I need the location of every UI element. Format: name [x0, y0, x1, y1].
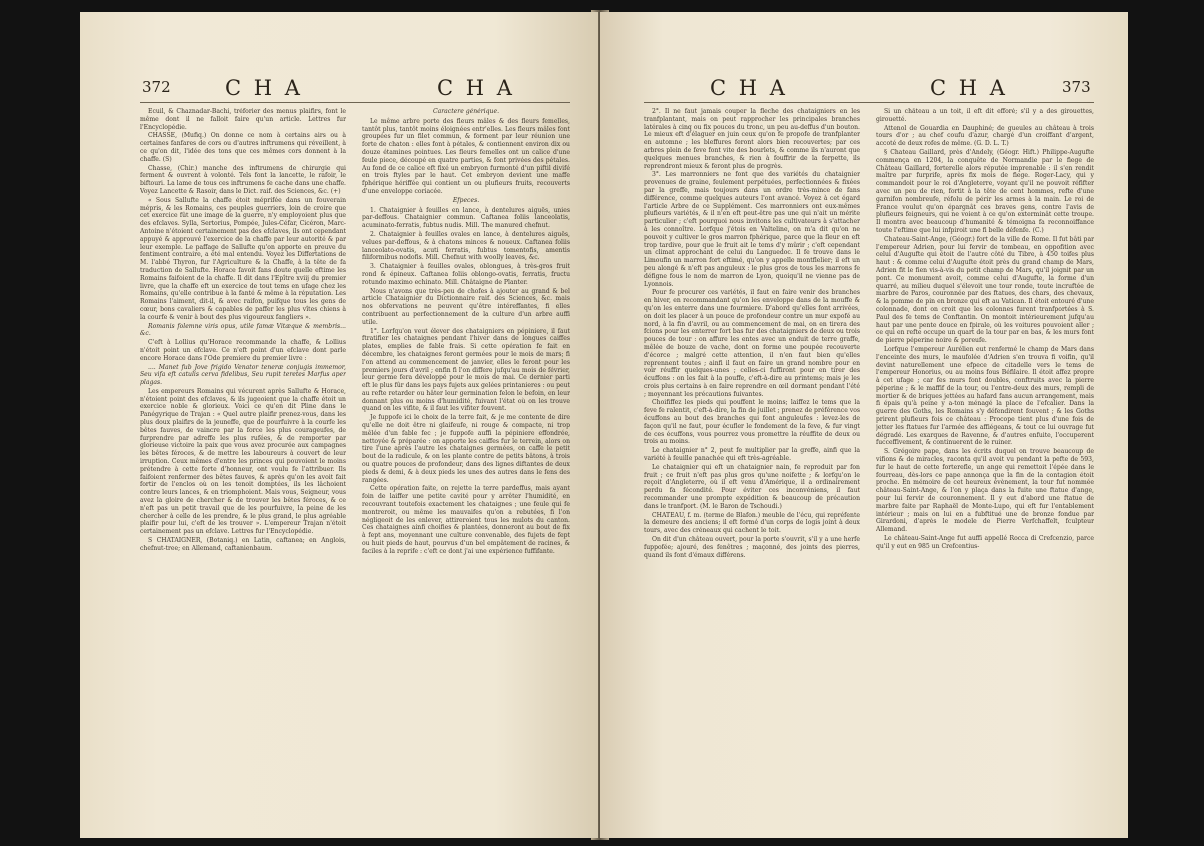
running-head-right-2: C H A — [930, 76, 1008, 100]
paragraph: Attenol de Gouardia en Dauphiné; de gueules au château à trois tours d'or ; au chef coufu d'azur, chargé d'un croiffant d'argent, accoté de deux rofes de même. (G. D. L. T.) — [876, 124, 1094, 148]
paragraph: On dit d'un château ouvert, pour la porte s'ouvrit, s'il y a une herfe fuppofée; ajouré, des fenêtres ; maçonné, des joints des pierres, quand ils font d'émaux différens. — [644, 536, 860, 559]
paragraph: Chasse, (Chir.) manche des inftrumens de chirurgie qui ferment & ouvrent à volonté. Tels font la lancette, le rafoir, le biftouri. La lame de tous ces inftrumens fe cache dans une chaffe. Voyez Lancette & Rasoir, dans le Dict. raif. des Sciences, &c. (+) — [140, 164, 346, 195]
paragraph: Lorfque l'empereur Aurélien eut renfermé le champ de Mars dans l'enceinte des murs, le maufolée d'Adrien s'en trouva fi voifin, qu'il devint naturellement une efpece de citadelle vers le tems de l'empereur Honorius, ou au moins fous Béfilaire. Il étoit affez propre à cet ufage ; car fes murs font doubles, conftruits avec la pierre péperine ; & le maffif de la tour, ou l'entre-deux des murs, rempli de mortier & de briques jettées au hafard fans aucun arrangement, mais fi épais qu'à peine y a-ton ménagé la place de l'efcalier. Dans la guerre des Goths, les Romains s'y défendirent fouvent ; & les Goths prirent plufieurs fois ce château : Procope tient plus d'une fois de jetter les ftatues fur l'armée des affiégeans, & tout ce lui ouvrage fut dégradé. Les exarques de Ravenne, & d'autres enfuite, l'occuperent fucceffivement, & continuerent de le ruiner. — [876, 345, 1094, 447]
paragraph: Choififfez les pieds qui pouffent le moins; laiffez le tems que la feve fe ralentit, c'eft-à-dire, la fin de juillet ; prenez de préférence vos écuffons au bout des branches qui font anguleufes : levez-les de façon qu'il ne faut, pour écufler le fondement de la feve, & fur vingt de ces écuffons, vous pourrez vous promettre la réuffite de deux ou trois au moins. — [644, 399, 860, 446]
running-head-right-1: C H A — [710, 76, 788, 100]
header-rule-left — [140, 102, 570, 103]
paragraph: C'eft à Lollius qu'Horace recommande la chaffe, & Lollius n'étoit point un efclave. Ce n'eft point d'un efclave dont parle encore Horace dans l'Ode premiere du premier livre : — [140, 339, 346, 362]
paragraph: S. Grégoire pape, dans les écrits duquel on trouve beaucoup de vifions & de miracles, raconta qu'il avoit vu pendant la pefte de 593, fur le haut de cette forterefle, un ange qui remettoit l'épée dans le fourreau, dès-lors ce pape annonça que la fin de la contagion étoit proche. En mémoire de cet heureux évènement, la tour fut nommée château-Saint-Ange, & l'on y plaça dans la fuite une ftatue d'ange, pour lui fervir de couronnement. Il y eut d'abord une ftatue de marbre faite par Raphaël de Monte-Lupo, qui eft fur l'entablement intérieur ; mais on lui en a fubftitué une de bronze fondue par Girardoni, d'après le modele de Pierre Verfchaffelt, fculpteur Allemand. — [876, 448, 1094, 534]
running-head-left-2: C H A — [437, 76, 515, 100]
paragraph: CHATEAU, f. m. (terme de Blafon.) meuble de l'écu, qui repréfente la demeure des anciens; il eft formé d'un corps de logis joint à deux tours, avec des créneaux qui cachent le toit. — [644, 511, 860, 535]
paragraph: 3. Chataignier à feuilles ovales, oblongues, à très-gros fruit rond & épineux. Caftanea foliis oblongo-ovatis, ferratis, fructu rotundo maximo echinato. Mill. Châtaigne de Planter. — [362, 263, 570, 286]
section-heading: Efpeces. — [452, 196, 480, 204]
left-page-column-2 — [362, 108, 570, 838]
paragraph: 1°. Lorfqu'on veut élever des chataigniers en pépiniere, il faut ftratifier les chataignes pendant l'hiver dans de longues caiffes plates, emplies de fable frais. Si cette opération fe fait en décembre, les chataignes feront germées pour le mois de mars; fi l'on attend au commencement de janvier, elles le feront pour les premiers jours d'avril ; enfin fi l'on differe jufqu'au mois de février, leur germe fera développé pour le mois de mai. Ce dernier parti eft le plus fûr dans les pays fujets aux gelées printanieres : ou peut au refte retarder ou hâter leur germination felon le befoin, en leur donnant plus ou moins d'humidité, fuivant l'état où on les trouve quand on les vifite, & il faut les vifiter fouvent. — [362, 327, 570, 413]
paragraph: § Chateau Gaillard, près d'Andely, (Géogr. Hift.) Philippe-Augufte commença en 1204, la conquête de Normandie par le fiege de Château Gaillard, forterelle alors réputée imprenable : il s'en rendit maître par furprife, après fix mois de fiege. Roger-Lacy, qui y commandoit pour le roi d'Angleterre, voyant qu'il ne pouvoit réfifter avec un peu de rien, fortit à la tête de cent hommes, refte d'une garnifon nombreufe, réfolu de périr les armes à la main. Le roi de France voulut qu'on épargnât ces braves gens, contre l'avis de plufieurs feigneurs, qui ne voient à ce qu'on exterminât cette troupe. Il montra avec beaucoup d'humanité & témoigna fa reconnoiffance toute l'eftime que lui infpiroit une fi belle défenfe. (C.) — [876, 148, 1094, 234]
paragraph: Chateau-Saint-Ange, (Géogr.) fort de la ville de Rome. Il fut bâti par l'empereur Adrien, pour lui fervir de tombeau, en oppofition avec celui d'Augufte qui étoit de l'autre côté du Tibre, à 450 toifes plus haut : & comme celui d'Augufte étoit près du grand champ de Mars, Adrien fit le fien vis-à-vis du petit champ de Mars, qu'il joignit par un pont. Ce monument avoit, comme celui d'Augufte, la forme d'un quarré, au milieu duquel s'élevoit une tour ronde, toute incruftée de marbre de Paros, couronnée par des ftatues, des chars, des chevaux, & la pomme de pin en bronze qui eft au Vatican. Il étoit entouré d'une colonnade, dont on croit que les colonnes furent tranfportées à S. Paul des fe tems de Conftantin. On montoit intérieurement jufqu'au haut par une pente douce en fpirale, où les voitures pouvoient aller ; ce qui en refte occupe un quart de la tour par en bas, & les murs font de pierre péperine noire & poreufe. — [876, 235, 1094, 345]
header-rule-right — [644, 102, 1094, 103]
paragraph: Le chataignier n° 2, peut fe multiplier par la greffe, ainfi que la variété à feuille panachée qui eft très-agréable. — [644, 447, 860, 463]
right-page-column-1 — [644, 108, 860, 838]
paragraph: 3°. Les marronniers ne font que des variétés du chataignier provenues de graine, feulement perpétuées, perfectionnées & fixées par la greffe, mais toujours dans un ordre très-mince de fans différence, comme quelques auteurs l'ont avancé. Voyez à cet égard l'article Arbre de ce Supplément. Ces marronniers ont eux-mêmes plufieurs variétés, & il n'en eft peut-être pas une qui n'ait un mérite particulier ; c'eft pourquoi nous invitons les cultivateurs à s'attacher à les connoître. Lorfque j'étois en Valteline, on m'a dit qu'on ne pouvoit y cultiver le gros marron fphérique, parce que la fleur en eft trop tardive, pour que le fruit ait le tems d'y mûrir ; c'eft cependant un climat approchant de celui du Languedoc. Il fe trouve dans le Limoufin un marron fort eftimé, qu'on y appelle montflelier; il eft un peu alongé & n'eft pas anguleux : le plus gros de tous les marrons fe défigne fous le nom de marron de Lyon, quoiqu'il ne vienne pas de Lyonnois. — [644, 171, 860, 288]
paragraph: Le château-Saint-Ange fut auffi appellé Rocca di Crefcenzio, parce qu'il y eut en 985 un Crefcentius- — [876, 535, 1094, 550]
paragraph: Le chataignier qui eft un chataignier nain, fe reproduit par fon fruit ; ce fruit n'eft pas plus gros qu'une noifette ; & lorfqu'on le reçoit d'Angleterre, où il eft venu d'Amérique, il a ordinairement perdu fa fécondité. Pour éviter ces inconvéniens, il faut recommander une prompte expédition & beaucoup de précaution dans le tranfport. (M. le Baron de Tschoudi.) — [644, 463, 860, 510]
paragraph: Je fuppofe ici le choix de la terre fait, & je me contente de dire qu'elle ne doit être ni glaifeufe, ni rouge & compacte, ni trop mêlée d'un fable fec ; je fuppofe auffi la pépiniere effondrée, nettoyée & préparée : on apporte les caiffes fur le terrein, alors on tire l'une après l'autre les chataignes germées, on caffe le petit bout de la radicule, & on les plante contre de petits bâtons, à trois ou quatre pouces de profondeur, dans des lignes diftantes de deux pieds & demi, & à deux pieds les unes des autres dans le fens des rangées. — [362, 414, 570, 484]
right-page-column-2 — [876, 108, 1094, 838]
paragraph: Pour fe procurer ces variétés, il faut en faire venir des branches en hiver, en recommandant qu'on les enveloppe dans de la mouffe & qu'on les enterre dans une fourmiere. D'abord qu'elles font arrivées, on doit les placer à un pouce de profondeur contre un mur expofé au nord, à la fin d'avril, ou au commencement de mai, on en tirera des fcions pour les enterrer fort bas fur des chataigniers de deux ou trois pouces de tour : on affure les entes avec un enduit de terre graffe, mêlée de bouze de vache, dont on forme une poupée recouverte d'écorce ; malgré cette attention, il n'en faut bien qu'elles reprennent toutes ; ainfi il faut en faire un grand nombre pour en voir réuffir quelques-unes ; celles-ci fuffiront pour en tirer des écuffons : on les fait à la pouffe, c'eft-à-dire au printems; mais je les crois plus certains à en faire reprendre en œil dormant pendant l'été ; moyennant les précautions fuivantes. — [644, 289, 860, 398]
paragraph: Le même arbre porte des fleurs mâles & des fleurs femelles, tantôt plus, tantôt moins éloignées entr'elles. Les fleurs mâles font groupées fur un filet commun, & forment par leur réunion une forte de chaton : elles font à pétales, & contiennent environ dix ou douze étamines pointues. Les fleurs femelles ont un calice d'une feule piece, découpé en quatre parties, & font privées des pétales. Au fond de ce calice eft fixé un embryon furmonté d'un piftil divifé en trois ftyles par le haut. Cet embryon devient une maffe fphérique hériffée qui contient un ou plufieurs fruits, recouverts d'une enveloppe coriacée. — [362, 117, 570, 195]
page-number-right: 373 — [1062, 78, 1091, 96]
paragraph: Cette opération faite, on rejette la terre pardeffus, mais ayant foin de laiffer une petite cavité pour y arrêter l'humidité, en recouvrant toutefois exactement les chataignes ; une feule qui fe montreroit, ou même les mauvaifes qu'on a rebutées, fi l'on négligeoit de les enlever, attireroient tous les mulots du canton. Ces chataignes ainfi choifies & plantées, donneront au bout de fix à fept ans, moyennant une culture convenable, des fujets de fept ou huit pieds de haut, pourvus d'un bel empâtement de racines, & faciles à la reprife : c'eft ce dont j'ai une expérience fuffifante. — [362, 485, 570, 555]
paragraph: Ecuil, & Chaznadar-Bachi, tréforier des menus plaifirs, font le même dont il ne falloit faire qu'un article. Lettres fur l'Encyclopédie. — [140, 108, 346, 131]
verse-quote: Romanis folemne viris opus, utile famæ Vitæque & membris... &c. — [140, 322, 346, 338]
paragraph: Si un château a un toit, il eft dit efforé; s'il y a des girouettes, girouetté. — [876, 108, 1094, 123]
paragraph: Les empereurs Romains qui vécurent après Sallufte & Horace, n'étoient point des efclaves, & ils jugeoient que la chaffe étoit un exercice noble & glorieux. Voici ce qu'en dit Pline dans le Panégyrique de Trajan : « Quel autre plaifir prenez-vous, dans les plus doux plaifirs de la jeuneffe, que de pourfuivre à la courfe les bêtes fauves, de vaincre par la force les plus courageufes, de furprendre par adreffe les plus rufées, & de remporter par glorieuse victoire la paix que vous avez procurée aux campagnes les bêtes féroces, & de mettre les laboureurs à couvert de leur irruption. Ceux mêmes d'entre les princes qui pouvoient le moins prétendre à cette forte d'honneur, ont voulu fe l'attribuer. Ils faifoient renfermer des bêtes fauves, & après qu'on les avoit fait fortir de l'enclos où on les tenoit domptées, ils les lâchoient contre leurs lances, & en triomphoient. Mais vous, Seigneur, vous avez la gloire de chercher & de trouver les bêtes féroces, & ce n'eft pas un petit travail que de les pourfuivre, la peine de les chercher à celle de les prendre, & le plus grand, le plus agréable plaifir pour lui, c'eft de les trouver ». L'empereur Trajan n'étoit certainement pas un efclave. Lettres fur l'Encyclopédie. — [140, 387, 346, 536]
right-page — [600, 12, 1128, 838]
paragraph: 2°. Il ne faut jamais couper la fleche des chataigniers en les tranfplantant, mais on peut rapprocher les principales branches latérales à cinq ou fix pouces du tronc, un peu au-deffus d'un bouton. Le mieux eft d'élaguer en juin ceux qu'on fe propofe de tranfplanter en automne ; les bleffures feront alors bien recouvertes; par ces arbres plein de feve font vite des bourlets, & comme ils n'auront que quelques menues branches, & rien à fouffrir de la ferpette, ils reprendront mieux & feront plus de progrès. — [644, 108, 860, 170]
left-page — [80, 12, 598, 838]
running-head-left-1: C H A — [225, 76, 303, 100]
paragraph: 1. Chataignier à feuilles en lance, à dentelures aiguës, unies par-deffous. Chataignier commun. Caftanea foliis lanceolatis, acuminato-ferratis, fubtus nudis. Mill. The manured chefnut. — [362, 206, 570, 230]
paragraph: 2. Chataignier à feuilles ovales en lance, à dentelures aiguës, velues par-deffous, & à chatons minces & noueux. Caftanea foliis lanceolato-ovatis, acuti ferratis, fubtus tomentofis, amentis filiformibus nodofis. Mill. Chefnut with woolly leaves, &c. — [362, 230, 570, 262]
paragraph: « Sous Sallufte la chaffe étoit méprifée dans un fouverain mépris, & les Romains, ces peuples guerriers, loin de croire que cet exercice fût une image de la guerre, n'y employoient plus que des efclaves. Sylla, Sertorius, Pompée, Jules-Céfar, Cicéron, Marc-Antoine n'étoient certainement pas des efclaves, ils ont cependant appuyé & approuvé l'exercice de la chaffe par leur autorité & par leur exemple. Le paffage de Sallufte qu'on apporte en preuve du fentiment contraire, a été mal entendu. Voyez les Differtations de M. l'abbé Thyron, fur l'Agriculture & la Chaffe, à la tête de fa traduction de Sallufte. Horace favoit fans doute quelle eftime les Romains faifoient de la chaffe. Il dit dans l'Epître xviij du premier livre, que la chaffe eft un exercice de tout tems en ufage chez les Romains, qu'elle contribue à la fanté & même à la réputation. Les Romains l'aiment, dit-il, & avec raifon, puifque tous les gens de cœur, bons cavaliers & capables de paffer les plus vîtes chiens à la courfe & venir à bout des plus vigoureux fangliers ». — [140, 196, 346, 321]
paragraph: S CHATAIGNER, (Botaniq.) en Latin, caftanea; en Anglois, chefnut-tree; en Allemand, caftanienbaum. — [140, 537, 346, 552]
page-number-left: 372 — [142, 78, 171, 96]
verse-quote: .... Manet fub Jove frigido Venator teneræ conjugis immemor, Seu vifa eft catulis cerva fidelibus, Seu rupit teretes Marfus aper plagas. — [140, 363, 346, 387]
left-page-column-1 — [140, 108, 346, 838]
section-heading: Caractere générique. — [432, 108, 500, 115]
paragraph: CHASSE, (Mufiq.) On donne ce nom à certains airs ou à certaines fanfares de cors ou d'autres inftrumens qui réveillent, à ce qu'on dit, l'idée des tons que ces mêmes cors donnent à la chaffe. (S) — [140, 132, 346, 163]
paragraph: Nous n'avons que très-peu de chofes à ajouter au grand & bel article Chataignier du Dictionnaire raif. des Sciences, &c. mais nos obfervations ne peuvent qu'être intéreffantes, fi elles contribuent au perfectionnement de la culture d'un arbre auffi utile. — [362, 287, 570, 326]
